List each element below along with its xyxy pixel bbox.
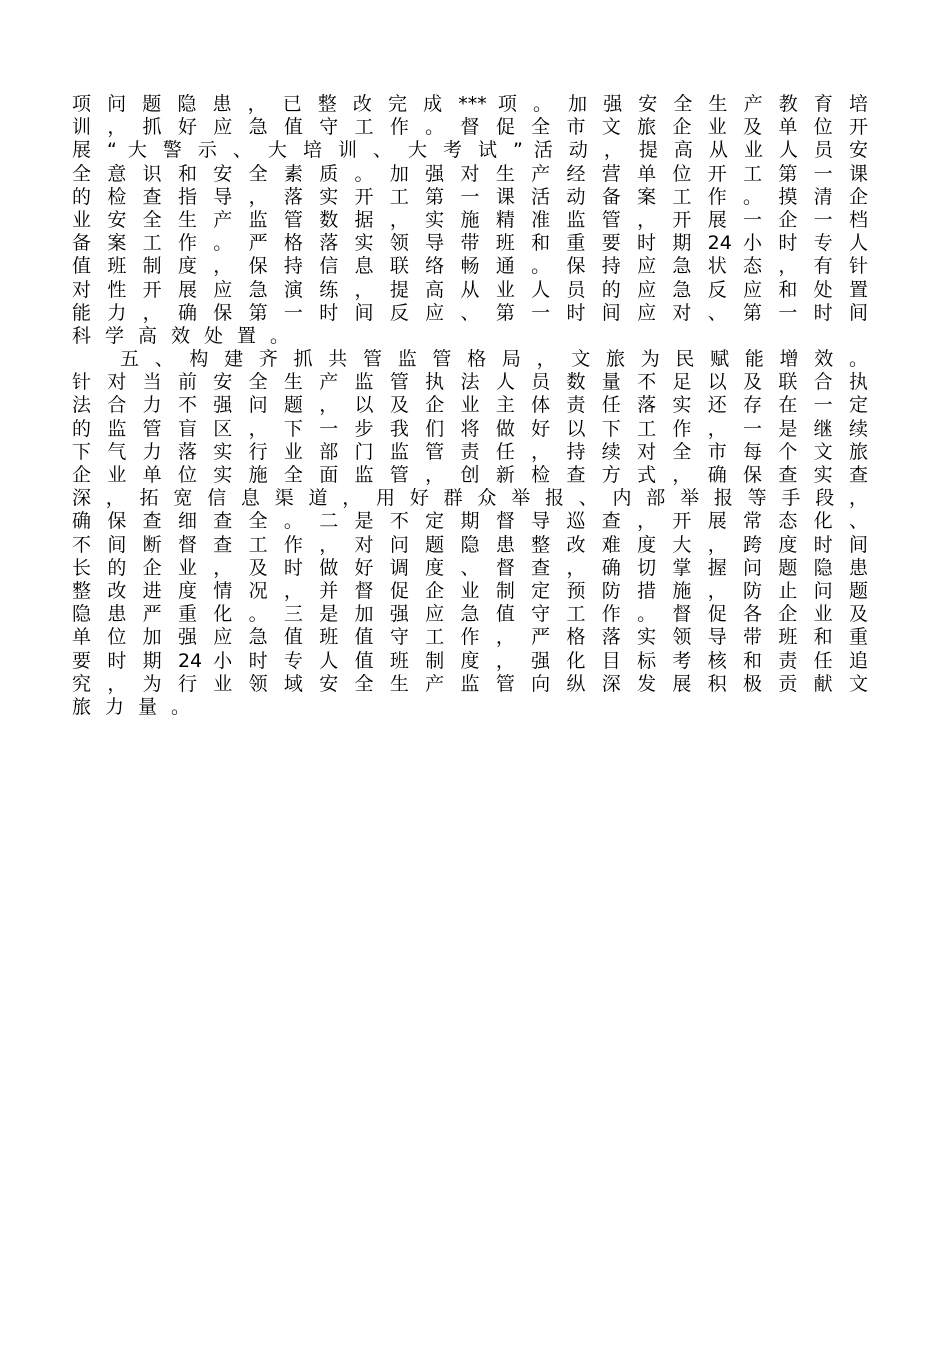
text-line: 业 安 全 生 产 监 管 数 据 ， 实 施 精 准 监 管 ， 开 展 一 企 一 档 <box>72 208 868 231</box>
text-line: 究 ， 为 行 业 领 域 安 全 生 产 监 管 向 纵 深 发 展 积 极 贡 献 文 <box>72 672 868 695</box>
text-line: 企 业 单 位 实 施 全 面 监 管 ， 创 新 检 查 方 式 ， 确 保 查 实 查 <box>72 464 868 486</box>
text-line: 下 气 力 落 实 行 业 部 门 监 管 责 任 ， 持 续 对 全 市 每 个 文 旅 <box>72 440 868 463</box>
text-line: 确 保 查 细 查 全 。 二 是 不 定 期 督 导 巡 查 ， 开 展 常 态 化 、 <box>72 510 868 533</box>
document-body <box>72 93 868 719</box>
text-line: 训 ， 抓 好 应 急 值 守 工 作 。 督 促 全 市 文 旅 企 业 及 单 位 开 <box>72 116 868 139</box>
text-line: 能 力 ， 确 保 第 一 时 间 反 应 、 第 一 时 间 应 对 、 第 一 时 间 <box>72 301 868 324</box>
text-line: 深 ， 拓 宽 信 息 渠 道 ， 用 好 群 众 举 报 、 内 部 举 报 等 手 段 ， <box>72 487 868 510</box>
text-line: 科学高效处置。 <box>72 324 304 347</box>
paragraph-1 <box>72 93 868 348</box>
text-line: 全 意 识 和 安 全 素 质 。 加 强 对 生 产 经 营 单 位 开 工 第 一 课 <box>72 162 868 185</box>
text-line: 的 监 管 盲 区 ， 下 一 步 我 们 将 做 好 以 下 工 作 ， 一 是 继 续 <box>72 417 868 440</box>
paragraph-2 <box>72 348 868 719</box>
text-line: 要 时 期 24 小 时 专 人 值 班 制 度 ， 强 化 目 标 考 核 和 责 任 追 <box>72 649 868 672</box>
text-line: 针 对 当 前 安 全 生 产 监 管 执 法 人 员 数 量 不 足 以 及 联 合 执 <box>72 371 868 394</box>
text-line: 展 “ 大 警 示 、 大 培 训 、 大 考 试 ” 活 动 ， 提 高 从 业 人 员 安 <box>72 139 868 162</box>
text-line: 单 位 加 强 应 急 值 班 值 守 工 作 ， 严 格 落 实 领 导 带 班 和 重 <box>72 626 868 649</box>
text-line: 隐 患 严 重 化 。 三 是 加 强 应 急 值 守 工 作 。 督 促 各 企 业 及 <box>72 603 868 626</box>
text-line: 整 改 进 度 情 况 ， 并 督 促 企 业 制 定 预 防 措 施 ， 防 止 问 题 <box>72 579 868 602</box>
text-line: 值 班 制 度 ， 保 持 信 息 联 络 畅 通 。 保 持 应 急 状 态 ， 有 针 <box>72 255 868 278</box>
section-heading-line: 五 、 构 建 齐 抓 共 管 监 管 格 局 ， 文 旅 为 民 赋 能 增 效 。 <box>120 348 868 371</box>
text-line: 旅力量。 <box>72 695 205 718</box>
text-line: 的 检 查 指 导 ， 落 实 开 工 第 一 课 活 动 备 案 工 作 。 摸 清 企 <box>72 185 868 208</box>
text-line: 长 的 企 业 ， 及 时 做 好 调 度 、 督 查 ， 确 切 掌 握 问 题 隐 患 <box>72 556 868 579</box>
text-line: 备 案 工 作 。 严 格 落 实 领 导 带 班 和 重 要 时 期 24 小 时 专 人 <box>72 232 868 255</box>
text-line: 对 性 开 展 应 急 演 练 ， 提 高 从 业 人 员 的 应 急 反 应 和 处 置 <box>72 278 868 301</box>
text-line: 项 问 题 隐 患 ， 已 整 改 完 成 *** 项 。 加 强 安 全 生 产 教 育 培 <box>72 93 868 115</box>
text-line: 法 合 力 不 强 问 题 ， 以 及 企 业 主 体 责 任 落 实 还 存 在 一 定 <box>72 394 868 417</box>
text-line: 不 间 断 督 查 工 作 ， 对 问 题 隐 患 整 改 难 度 大 ， 跨 度 时 间 <box>72 533 868 556</box>
